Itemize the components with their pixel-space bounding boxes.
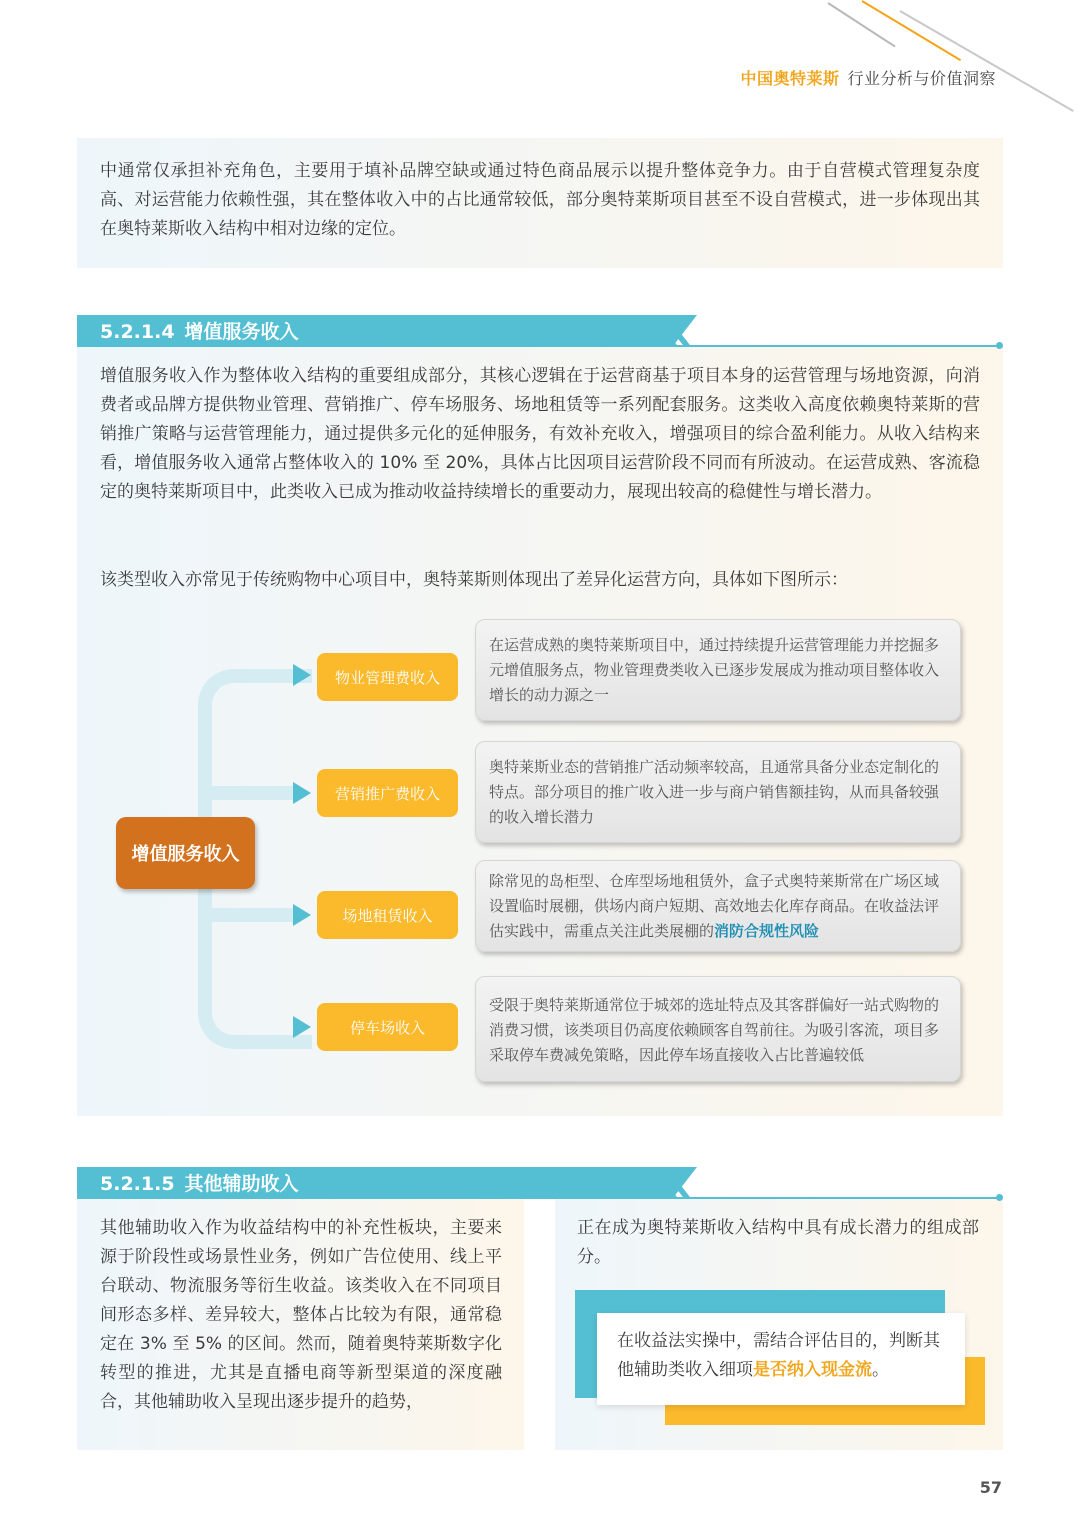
page-number: 57 xyxy=(979,1478,1002,1497)
branch-parking: 停车场收入 xyxy=(317,1003,458,1051)
section-title-text: 增值服务收入 xyxy=(184,321,299,343)
decorative-line-yellow xyxy=(861,0,961,61)
other-income-right-text: 正在成为奥特莱斯收入结构中具有成长潜力的组成部分。 xyxy=(577,1218,979,1267)
section-number: 5.2.1.5 xyxy=(100,1173,175,1195)
header-subtitle: 行业分析与价值洞察 xyxy=(847,69,996,88)
tree-connector-mid2 xyxy=(212,908,298,922)
desc-venue-rental-highlight: 消防合规性风险 xyxy=(714,922,820,940)
section-header-dot xyxy=(996,1194,1003,1201)
decorative-line-gray xyxy=(827,2,895,47)
callout-text: 在收益法实操中，需结合评估目的，判断其他辅助类收入细项 xyxy=(617,1331,940,1380)
desc-marketing-fee: 奥特莱斯业态的营销推广活动频率较高，且通常具备分业态定制化的特点。部分项目的推广收入进一步与商户销售额挂钩，从而具备较强的收入增长潜力 xyxy=(475,741,961,843)
desc-parking: 受限于奥特莱斯通常位于城郊的选址特点及其客群偏好一站式购物的消费习惯，该类项目仍高度依赖顾客自驾前往。为吸引客流，项目多采取停车费减免策略，因此停车场直接收入占比普遍较低 xyxy=(475,976,961,1082)
desc-venue-rental-text: 除常见的岛柜型、仓库型场地租赁外，盒子式奥特莱斯常在广场区域设置临时展棚，供场内商户短期、高效地去化库存商品。在收益法评估实践中，需重点关注此类展棚的 xyxy=(489,872,940,940)
arrow-icon xyxy=(293,1016,311,1038)
intro-paragraph: 中通常仅承担补充角色，主要用于填补品牌空缺或通过特色商品展示以提升整体竞争力。由于自营模式管理复杂度高、对运营能力依赖性强，其在整体收入中的占比通常较低，部分奥特莱斯项目甚至不设自营模式，进一步体现出其在奥特莱斯收入结构中相对边缘的定位。 xyxy=(100,161,980,239)
section-title xyxy=(100,1168,299,1200)
header-brand: 中国奥特莱斯 xyxy=(740,69,840,88)
section-paragraph: 增值服务收入作为整体收入结构的重要组成部分，其核心逻辑在于运营商基于项目本身的运营管理与场地资源，向消费者或品牌方提供物业管理、营销推广、停车场服务、场地租赁等一系列配套服务。这类收入高度依赖奥特莱斯的营销推广策略与运营管理能力，通过提供多元化的延伸服务，有效补充收入，增强项目的综合盈利能力。从收入结构来看，增值服务收入通常占整体收入的 10% 至 20%，具体占比因项目运营阶段不同而有所波动。在运营成熟、客流稳定的奥特莱斯项目中，此类收入已成为推动收益持续增长的重要动力，展现出较高的稳健性与增长潜力。 xyxy=(100,366,980,502)
arrow-icon xyxy=(293,782,311,804)
diagram-center-node: 增值服务收入 xyxy=(116,817,255,889)
desc-venue-rental xyxy=(475,860,961,952)
branch-venue-rental: 场地租赁收入 xyxy=(317,891,458,939)
arrow-icon xyxy=(293,904,311,926)
decorative-line-gray-long xyxy=(900,10,1074,112)
callout-text-end: 。 xyxy=(872,1360,889,1380)
section-title xyxy=(100,316,299,348)
branch-marketing-fee: 营销推广费收入 xyxy=(317,769,458,817)
section-title-text: 其他辅助收入 xyxy=(184,1173,299,1195)
page-header xyxy=(740,66,996,89)
branch-property-fee: 物业管理费收入 xyxy=(317,653,458,701)
section-header-dot xyxy=(996,342,1003,349)
other-income-left-text: 其他辅助收入作为收益结构中的补充性板块，主要来源于阶段性或场景性业务，例如广告位使用、线上平台联动、物流服务等衍生收益。该类收入在不同项目间形态多样、差异较大，整体占比较为有限，通常稳定在 3% 至 5% 的区间。然而，随着奥特莱斯数字化转型的推进，尤其是直播电商等新型渠道的深度融合，其他辅助收入呈现出逐步提升的趋势， xyxy=(100,1218,502,1412)
tree-connector-mid1 xyxy=(212,786,298,800)
callout-box xyxy=(597,1313,965,1405)
arrow-icon xyxy=(293,664,311,686)
callout-highlight: 是否纳入现金流 xyxy=(753,1360,872,1380)
section-number: 5.2.1.4 xyxy=(100,321,175,343)
diagram-lead-text: 该类型收入亦常见于传统购物中心项目中，奥特莱斯则体现出了差异化运营方向，具体如下图所示： xyxy=(100,570,848,590)
desc-property-fee: 在运营成熟的奥特莱斯项目中，通过持续提升运营管理能力并挖掘多元增值服务点，物业管理费类收入已逐步发展成为推动项目整体收入增长的动力源之一 xyxy=(475,619,961,721)
